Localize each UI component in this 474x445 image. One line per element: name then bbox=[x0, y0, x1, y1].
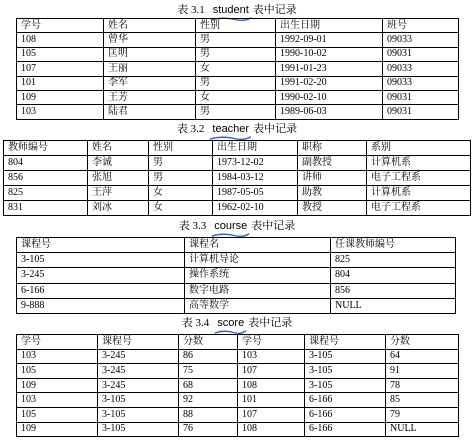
table-cell: 1973-12-02 bbox=[213, 156, 298, 171]
table-row bbox=[17, 364, 459, 379]
table-row bbox=[4, 186, 471, 201]
table-cell: 105 bbox=[17, 407, 98, 422]
table-cell: 计算机系 bbox=[367, 156, 471, 171]
table-cell: 105 bbox=[17, 364, 98, 379]
table-cell: 856 bbox=[4, 171, 88, 186]
table-cell: 9-888 bbox=[17, 298, 185, 313]
table-cell: NULL bbox=[331, 298, 456, 313]
table-cell: 男 bbox=[149, 171, 213, 186]
teacher-table-caption bbox=[0, 122, 474, 138]
table-cell: 张旭 bbox=[88, 171, 149, 186]
table-cell: 88 bbox=[179, 407, 238, 422]
table-row bbox=[17, 298, 456, 313]
column-header: 课程号 bbox=[305, 335, 386, 350]
table-cell: 助教 bbox=[298, 186, 367, 201]
table-cell: 108 bbox=[238, 422, 305, 437]
table-cell: 825 bbox=[331, 253, 456, 268]
table-cell: 3-105 bbox=[98, 422, 179, 437]
table-cell: 6-166 bbox=[305, 393, 386, 408]
caption-table-name bbox=[213, 3, 249, 17]
column-header: 课程号 bbox=[98, 335, 179, 350]
table-cell: 3-105 bbox=[98, 407, 179, 422]
table-cell: 3-105 bbox=[305, 364, 386, 379]
table-row bbox=[17, 47, 459, 61]
column-header: 性别 bbox=[196, 19, 276, 33]
caption-table-name-text: student bbox=[212, 4, 249, 16]
table-cell: 1991-01-23 bbox=[276, 62, 383, 76]
table-row bbox=[17, 90, 459, 104]
table-cell: 李军 bbox=[104, 76, 196, 90]
column-header: 任课教师编号 bbox=[331, 238, 456, 253]
column-header: 课程号 bbox=[17, 238, 185, 253]
table-cell: 825 bbox=[4, 186, 88, 201]
table-row bbox=[17, 253, 456, 268]
caption-suffix: 表中记录 bbox=[253, 123, 298, 135]
table-row bbox=[4, 171, 471, 186]
table-cell: 6-166 bbox=[305, 422, 386, 437]
table-cell: 92 bbox=[179, 393, 238, 408]
column-header: 系别 bbox=[367, 141, 471, 156]
table-cell: 108 bbox=[17, 33, 104, 47]
course-table-body bbox=[17, 253, 456, 314]
table-cell: 09033 bbox=[383, 33, 459, 47]
table-cell: 101 bbox=[238, 393, 305, 408]
table-cell: 103 bbox=[17, 393, 98, 408]
score-table-body bbox=[17, 349, 459, 437]
table-cell: 数字电路 bbox=[185, 283, 331, 298]
table-cell: 109 bbox=[17, 90, 104, 104]
course-table-head bbox=[17, 238, 456, 253]
table-row bbox=[17, 33, 459, 47]
table-cell: 3-105 bbox=[305, 378, 386, 393]
column-header: 分数 bbox=[179, 335, 238, 350]
caption-suffix: 表中记录 bbox=[248, 317, 293, 329]
teacher-table bbox=[3, 140, 471, 216]
table-cell: 831 bbox=[4, 201, 88, 216]
column-header: 性别 bbox=[149, 141, 213, 156]
table-cell: 刘冰 bbox=[88, 201, 149, 216]
table-cell: 男 bbox=[196, 105, 276, 119]
column-header: 学号 bbox=[238, 335, 305, 350]
table-cell: 女 bbox=[196, 90, 276, 104]
table-cell: 3-245 bbox=[98, 378, 179, 393]
table-cell: 79 bbox=[386, 407, 459, 422]
caption-table-name-text: score bbox=[217, 317, 245, 329]
table-cell: 78 bbox=[386, 378, 459, 393]
table-cell: 64 bbox=[386, 349, 459, 364]
table-cell: 91 bbox=[386, 364, 459, 379]
table-cell: 李诚 bbox=[88, 156, 149, 171]
table-cell: 107 bbox=[17, 62, 104, 76]
teacher-table-body bbox=[4, 156, 471, 216]
table-cell: 107 bbox=[238, 364, 305, 379]
table-cell: 1991-02-20 bbox=[276, 76, 383, 90]
table-cell: 电子工程系 bbox=[367, 201, 471, 216]
caption-underline-stroke bbox=[216, 331, 246, 333]
table-cell: 09031 bbox=[383, 47, 459, 61]
table-cell: 匡明 bbox=[104, 47, 196, 61]
table-cell: 68 bbox=[179, 378, 238, 393]
table-cell: 6-166 bbox=[305, 407, 386, 422]
table-cell: 曾华 bbox=[104, 33, 196, 47]
table-cell: 男 bbox=[196, 76, 276, 90]
header-row bbox=[17, 335, 459, 350]
header-row bbox=[17, 19, 459, 33]
table-cell: 105 bbox=[17, 47, 104, 61]
caption-number: 表 3.1 bbox=[177, 4, 205, 16]
table-cell: 3-245 bbox=[17, 268, 185, 283]
table-row bbox=[4, 156, 471, 171]
table-row bbox=[17, 76, 459, 90]
course-table-caption bbox=[0, 219, 474, 235]
table-cell: 男 bbox=[149, 156, 213, 171]
header-row bbox=[4, 141, 471, 156]
column-header: 班号 bbox=[383, 19, 459, 33]
caption-suffix: 表中记录 bbox=[252, 4, 297, 16]
table-row bbox=[17, 378, 459, 393]
table-cell: 1990-02-10 bbox=[276, 90, 383, 104]
table-row bbox=[4, 201, 471, 216]
table-cell: 09033 bbox=[383, 76, 459, 90]
table-row bbox=[17, 283, 456, 298]
table-row bbox=[17, 422, 459, 437]
column-header: 学号 bbox=[17, 19, 104, 33]
table-row bbox=[17, 407, 459, 422]
column-header: 课程名 bbox=[185, 238, 331, 253]
table-cell: 3-105 bbox=[305, 349, 386, 364]
table-cell: 男 bbox=[196, 47, 276, 61]
table-cell: 75 bbox=[179, 364, 238, 379]
table-cell: 1987-05-05 bbox=[213, 186, 298, 201]
table-cell: 1984-03-12 bbox=[213, 171, 298, 186]
table-row bbox=[17, 268, 456, 283]
table-cell: 3-245 bbox=[98, 364, 179, 379]
table-cell: 电子工程系 bbox=[367, 171, 471, 186]
column-header: 学号 bbox=[17, 335, 98, 350]
table-cell: 3-245 bbox=[98, 349, 179, 364]
table-cell: 804 bbox=[4, 156, 88, 171]
table-cell: 女 bbox=[149, 201, 213, 216]
table-cell: 85 bbox=[386, 393, 459, 408]
table-cell: 讲师 bbox=[298, 171, 367, 186]
table-cell: 3-105 bbox=[98, 393, 179, 408]
table-cell: 804 bbox=[331, 268, 456, 283]
column-header: 出生日期 bbox=[276, 19, 383, 33]
score-table-caption bbox=[0, 316, 474, 332]
table-cell: 计算机系 bbox=[367, 186, 471, 201]
student-table-head bbox=[17, 19, 459, 33]
table-cell: 109 bbox=[17, 422, 98, 437]
score-table bbox=[16, 334, 459, 437]
column-header: 出生日期 bbox=[213, 141, 298, 156]
table-cell: 1989-06-03 bbox=[276, 105, 383, 119]
course-table bbox=[16, 237, 456, 314]
caption-suffix: 表中记录 bbox=[251, 220, 296, 232]
table-cell: 86 bbox=[179, 349, 238, 364]
table-cell: 计算机导论 bbox=[185, 253, 331, 268]
table-cell: 1962-02-10 bbox=[213, 201, 298, 216]
caption-table-name bbox=[212, 122, 249, 136]
table-cell: 1992-09-01 bbox=[276, 33, 383, 47]
table-cell: NULL bbox=[386, 422, 459, 437]
table-row bbox=[17, 105, 459, 119]
column-header: 教师编号 bbox=[4, 141, 88, 156]
column-header: 姓名 bbox=[88, 141, 149, 156]
caption-number: 表 3.3 bbox=[178, 220, 207, 232]
table-cell: 09031 bbox=[383, 90, 459, 104]
table-cell: 陆君 bbox=[104, 105, 196, 119]
table-cell: 副教授 bbox=[298, 156, 367, 171]
student-table-body bbox=[17, 33, 459, 119]
caption-table-name-text: course bbox=[214, 220, 248, 232]
caption-table-name-text: teacher bbox=[212, 123, 250, 135]
caption-table-name bbox=[214, 219, 247, 233]
caption-underline-stroke bbox=[213, 234, 249, 236]
table-cell: 107 bbox=[238, 407, 305, 422]
table-cell: 09033 bbox=[383, 62, 459, 76]
column-header: 分数 bbox=[386, 335, 459, 350]
table-cell: 76 bbox=[179, 422, 238, 437]
table-cell: 109 bbox=[17, 378, 98, 393]
table-cell: 女 bbox=[196, 62, 276, 76]
table-cell: 856 bbox=[331, 283, 456, 298]
table-cell: 1990-10-02 bbox=[276, 47, 383, 61]
table-cell: 高等数学 bbox=[185, 298, 331, 313]
table-cell: 103 bbox=[17, 349, 98, 364]
student-table-caption bbox=[0, 3, 474, 19]
column-header: 姓名 bbox=[104, 19, 196, 33]
header-row bbox=[17, 238, 456, 253]
table-cell: 王萍 bbox=[88, 186, 149, 201]
table-cell: 教授 bbox=[298, 201, 367, 216]
table-row bbox=[17, 62, 459, 76]
table-cell: 女 bbox=[149, 186, 213, 201]
caption-number: 表 3.2 bbox=[176, 123, 205, 135]
table-cell: 男 bbox=[196, 33, 276, 47]
table-cell: 王丽 bbox=[104, 62, 196, 76]
caption-underline-stroke bbox=[211, 137, 251, 139]
teacher-table-head bbox=[4, 141, 471, 156]
table-cell: 王芳 bbox=[104, 90, 196, 104]
table-cell: 103 bbox=[17, 105, 104, 119]
caption-table-name bbox=[217, 316, 244, 330]
score-table-head bbox=[17, 335, 459, 350]
table-cell: 101 bbox=[17, 76, 104, 90]
table-cell: 3-105 bbox=[17, 253, 185, 268]
column-header: 职称 bbox=[298, 141, 367, 156]
table-cell: 103 bbox=[238, 349, 305, 364]
table-cell: 6-166 bbox=[17, 283, 185, 298]
table-cell: 108 bbox=[238, 378, 305, 393]
student-table bbox=[16, 18, 459, 120]
table-cell: 操作系统 bbox=[185, 268, 331, 283]
table-row bbox=[17, 393, 459, 408]
table-cell: 09031 bbox=[383, 105, 459, 119]
caption-number: 表 3.4 bbox=[181, 317, 210, 329]
table-row bbox=[17, 349, 459, 364]
